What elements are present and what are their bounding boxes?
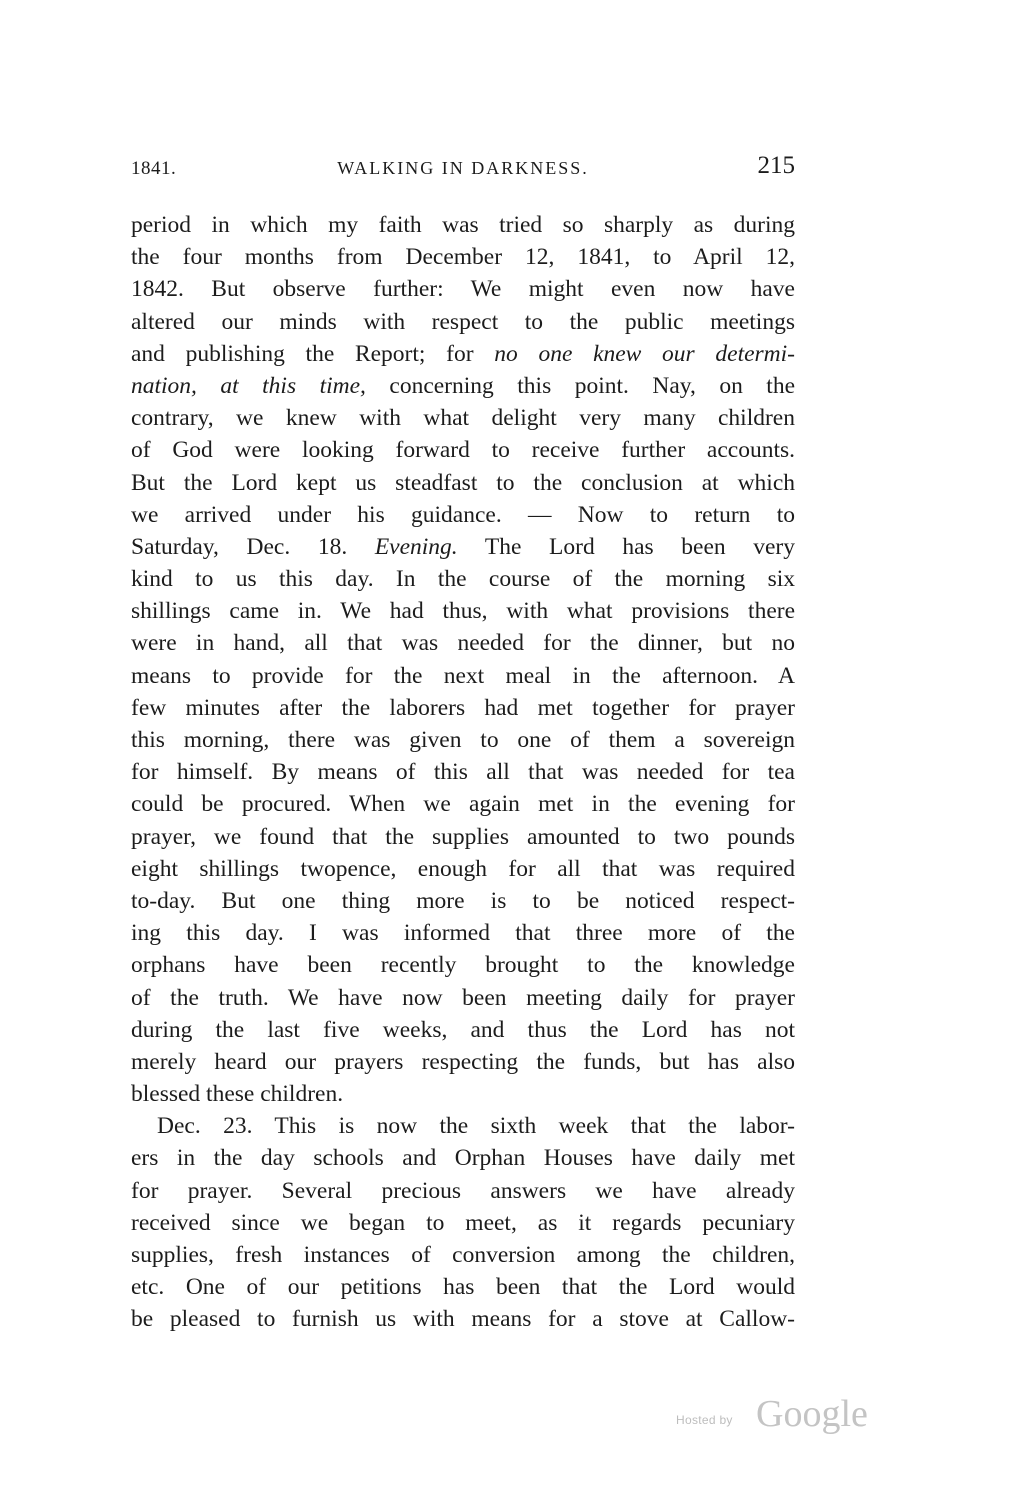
text-run: Dec. 23. This is now the sixth week that the labor-: [157, 1113, 795, 1140]
text-run: we arrived under his guidance. — Now to return to: [131, 501, 795, 528]
text-run: and publishing the Report; for: [131, 340, 495, 367]
text-line: [131, 595, 795, 627]
text-run: contrary, we knew with what delight very many children: [131, 405, 795, 432]
hosted-by-google-watermark: [676, 1393, 886, 1436]
text-line: [131, 1303, 795, 1335]
running-head: [131, 152, 795, 186]
text-line: [131, 1014, 795, 1046]
text-run: the four months from December 12, 1841, to April 12,: [131, 244, 795, 271]
text-line: [131, 885, 795, 917]
text-line: [131, 821, 795, 853]
text-run: Saturday, Dec. 18.: [131, 533, 375, 560]
running-head-year: 1841.: [131, 158, 177, 179]
text-line: [131, 917, 795, 949]
text-run: of God were looking forward to receive further accounts.: [131, 437, 795, 464]
text-line: [131, 531, 795, 563]
text-run: prayer, we found that the supplies amounted to two pounds: [131, 823, 795, 850]
text-line: [131, 370, 795, 402]
text-run: period in which my faith was tried so sharply as during: [131, 212, 795, 238]
text-line: [131, 853, 795, 885]
text-run: 1842. But observe further: We might even now have: [131, 276, 795, 303]
text-run: But the Lord kept us steadfast to the conclusion at which: [131, 469, 795, 496]
text-run: merely heard our prayers respecting the funds, but has also: [131, 1048, 795, 1075]
text-run: shillings came in. We had thus, with what provisions there: [131, 598, 795, 625]
text-line: [131, 402, 795, 434]
page-number: 215: [757, 152, 795, 179]
text-run: be pleased to furnish us with means for a stove at Callow-: [131, 1306, 795, 1333]
text-run: altered our minds with respect to the public meetings: [131, 308, 795, 335]
text-run: ing this day. I was informed that three more of the: [131, 920, 795, 947]
text-line: [131, 1271, 795, 1303]
text-run: for prayer. Several precious answers we have already: [131, 1177, 795, 1204]
google-logo: Google: [756, 1393, 868, 1435]
text-line: [131, 756, 795, 788]
text-run: received since we began to meet, as it regards pecuniary: [131, 1209, 795, 1236]
text-run: means to provide for the next meal in the afternoon. A: [131, 662, 795, 689]
text-run: etc. One of our petitions has been that the Lord would: [131, 1274, 795, 1301]
text-line: [131, 627, 795, 659]
text-line: [131, 209, 795, 241]
text-line: [131, 241, 795, 273]
text-run: The Lord has been very: [457, 533, 795, 560]
text-run: eight shillings twopence, enough for all that was required: [131, 855, 795, 882]
text-run: this morning, there was given to one of them a sovereign: [131, 727, 795, 753]
italic-text-run: no one knew our determi-: [494, 340, 795, 367]
italic-text-run: nation, at this time,: [131, 372, 366, 399]
running-head-title: WALKING IN DARKNESS.: [337, 158, 589, 178]
text-line: [131, 306, 795, 338]
italic-text-run: Evening.: [374, 533, 458, 560]
text-line: [131, 338, 795, 370]
watermark-hosted-label: Hosted by: [676, 1413, 733, 1427]
text-run: concerning this point. Nay, on the: [365, 372, 795, 399]
text-run: kind to us this day. In the course of the morning six: [131, 566, 795, 593]
text-run: for himself. By means of this all that was needed for tea: [131, 759, 795, 786]
text-line: [131, 467, 795, 499]
text-line: [131, 1110, 795, 1142]
text-run: orphans have been recently brought to the knowledge: [131, 952, 795, 979]
text-line: [131, 1046, 795, 1078]
text-line: [131, 563, 795, 595]
text-line: [131, 982, 795, 1014]
text-run: supplies, fresh instances of conversion among the children,: [131, 1242, 795, 1268]
text-run: few minutes after the laborers had met together for prayer: [131, 694, 795, 721]
text-run: blessed these children.: [131, 1081, 344, 1108]
text-line: [131, 1142, 795, 1174]
text-run: to-day. But one thing more is to be noticed respect-: [131, 887, 795, 914]
body-text: [131, 209, 795, 1336]
text-run: of the truth. We have now been meeting daily for prayer: [131, 984, 795, 1011]
text-run: during the last five weeks, and thus the Lord has not: [131, 1016, 795, 1043]
text-run: were in hand, all that was needed for the dinner, but no: [131, 630, 795, 657]
text-line: [131, 788, 795, 820]
text-line: [131, 1239, 795, 1271]
text-line: [131, 949, 795, 981]
text-run: ers in the day schools and Orphan Houses have daily met: [131, 1145, 795, 1172]
text-line: [131, 724, 795, 756]
text-line: [131, 692, 795, 724]
text-line: [131, 273, 795, 305]
text-line: [131, 1175, 795, 1207]
text-line: [131, 1207, 795, 1239]
text-run: could be procured. When we again met in the evening for: [131, 791, 795, 818]
text-line: [131, 499, 795, 531]
text-line: [131, 1078, 795, 1110]
text-line: [131, 434, 795, 466]
text-line: [131, 660, 795, 692]
